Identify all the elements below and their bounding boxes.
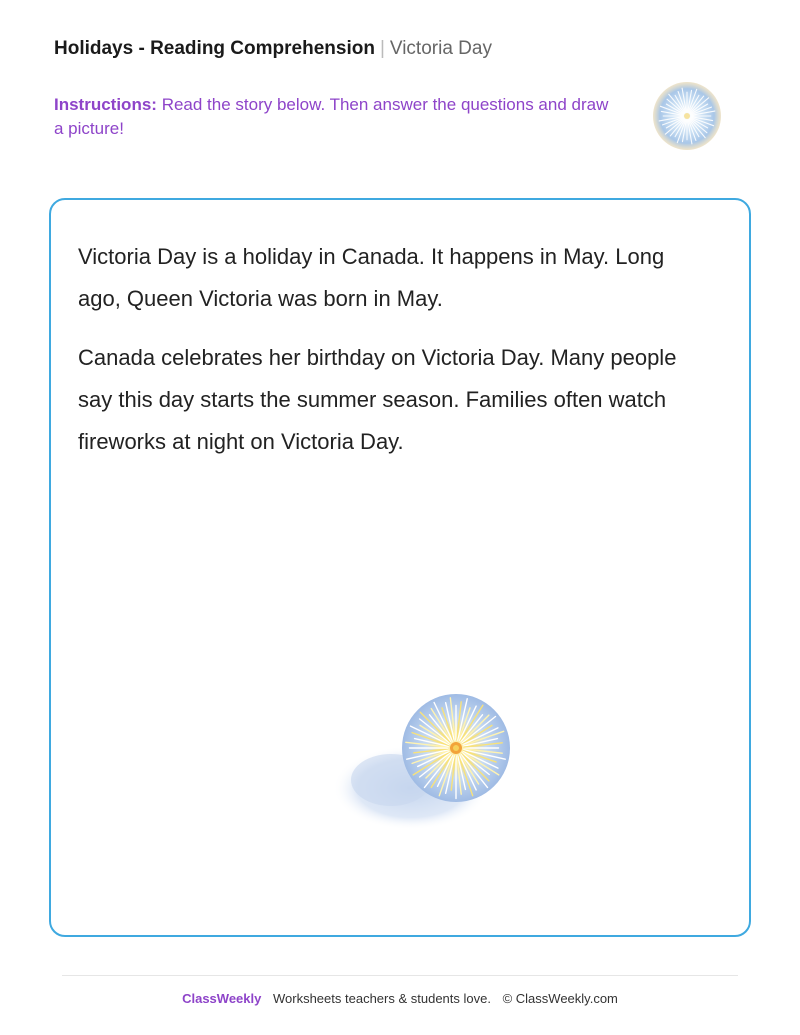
worksheet-title: Holidays - Reading Comprehension [54, 38, 375, 59]
footer-divider [62, 975, 738, 976]
footer-copyright: © ClassWeekly.com [502, 991, 618, 1006]
firework-icon [646, 80, 728, 152]
footer-tagline: Worksheets teachers & students love. [272, 991, 491, 1006]
page-footer [0, 990, 800, 1008]
story-paragraph-2: Canada celebrates her birthday on Victoria Day. Many people say this day starts the summer season. Families often watch fireworks at night on Victoria Day. [78, 345, 677, 454]
story-box [49, 198, 751, 937]
title-separator: | [379, 38, 385, 59]
story-text [78, 236, 698, 480]
page-header [54, 37, 492, 61]
worksheet-subtitle: Victoria Day [389, 38, 492, 59]
firework-illustration [331, 688, 521, 838]
instructions-text: Read the story below. Then answer the questions and draw a picture! [54, 95, 609, 138]
footer-brand[interactable]: ClassWeekly [182, 991, 262, 1006]
instructions [54, 93, 614, 141]
story-paragraph-1: Victoria Day is a holiday in Canada. It happens in May. Long ago, Queen Victoria was born in May. [78, 244, 665, 311]
instructions-label: Instructions: [54, 95, 157, 114]
